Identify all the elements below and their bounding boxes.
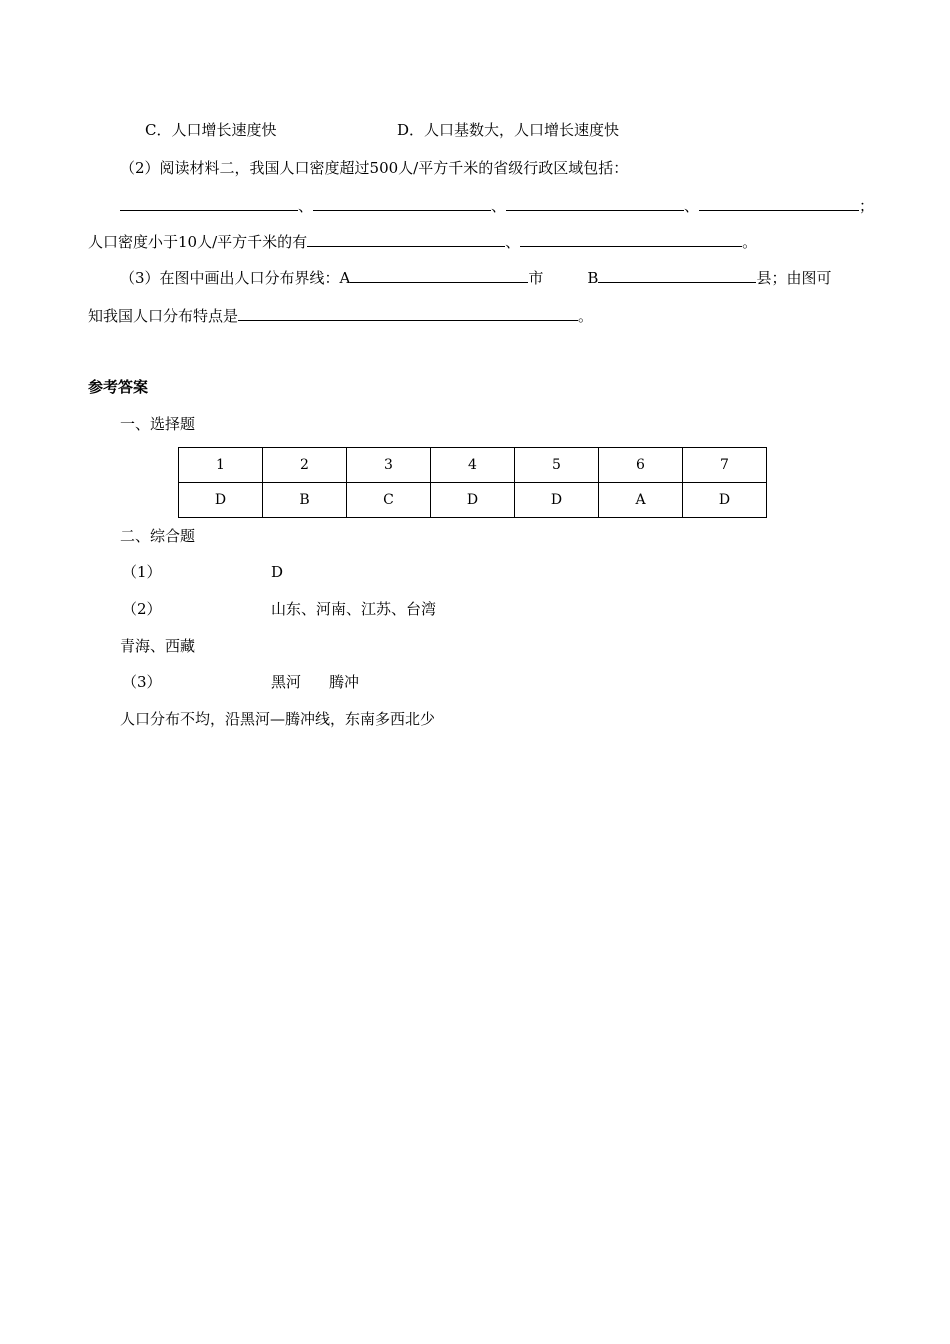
table-row xyxy=(179,483,767,518)
table-cell: D xyxy=(683,483,767,518)
question-3-row xyxy=(120,268,831,288)
answer-blank[interactable] xyxy=(699,196,859,211)
table-cell: 7 xyxy=(683,448,767,483)
answer-blank[interactable] xyxy=(120,196,298,211)
answer-2-value: 山东、河南、江苏、台湾 xyxy=(271,600,437,618)
table-cell: 5 xyxy=(515,448,599,483)
table-cell: D xyxy=(431,483,515,518)
table-cell: 4 xyxy=(431,448,515,483)
q3-city: 市 xyxy=(528,269,544,287)
answers-heading: 参考答案 xyxy=(88,378,149,396)
answer-blank[interactable] xyxy=(238,306,578,321)
answer-blank[interactable] xyxy=(307,232,505,247)
answer-3-label: （3） xyxy=(122,673,162,691)
answer-1-value: D xyxy=(271,563,284,581)
question-2-intro: （2）阅读材料二，我国人口密度超过500人/平方千米的省级行政区域包括： xyxy=(120,159,629,177)
table-cell: A xyxy=(599,483,683,518)
table-header-row xyxy=(179,448,767,483)
answer-2-label: （2） xyxy=(122,600,162,618)
q3-prefix: （3）在图中画出人口分布界线：A xyxy=(120,269,351,287)
separator: 、 xyxy=(684,197,700,215)
separator: 、 xyxy=(298,197,314,215)
answer-3-value-1: 黑河 xyxy=(271,673,302,691)
table-cell: C xyxy=(347,483,431,518)
answer-2-extra: 青海、西藏 xyxy=(120,637,196,655)
table-cell: 2 xyxy=(263,448,347,483)
answer-blank[interactable] xyxy=(313,196,491,211)
answer-blank[interactable] xyxy=(350,268,528,283)
separator: 、 xyxy=(491,197,507,215)
q3-line2-prefix: 知我国人口分布特点是 xyxy=(88,307,239,325)
answer-blank[interactable] xyxy=(520,232,742,247)
table-cell: B xyxy=(263,483,347,518)
period: 。 xyxy=(578,307,594,325)
q3-county-suffix: 县；由图可 xyxy=(756,269,832,287)
table-cell: 3 xyxy=(347,448,431,483)
option-c: C．人口增长速度快 xyxy=(145,121,277,139)
question-2-low-density-row xyxy=(88,232,757,252)
low-density-prefix: 人口密度小于10人/平方千米的有 xyxy=(88,233,308,251)
question-2-blanks-row xyxy=(120,196,874,216)
table-cell: D xyxy=(515,483,599,518)
answer-blank[interactable] xyxy=(598,268,756,283)
answer-table xyxy=(178,447,767,518)
section-1-title: 一、选择题 xyxy=(120,415,196,433)
section-2-title: 二、综合题 xyxy=(120,527,196,545)
answer-blank[interactable] xyxy=(506,196,684,211)
answer-1-label: （1） xyxy=(122,563,162,581)
table-cell: D xyxy=(179,483,263,518)
separator: 、 xyxy=(505,233,521,251)
question-3-row-2 xyxy=(88,306,593,326)
period: 。 xyxy=(742,233,758,251)
table-cell: 6 xyxy=(599,448,683,483)
table-cell: 1 xyxy=(179,448,263,483)
semicolon: ； xyxy=(859,197,875,215)
answer-3-extra: 人口分布不均，沿黑河—腾冲线，东南多西北少 xyxy=(120,710,436,728)
option-d: D．人口基数大，人口增长速度快 xyxy=(397,121,620,139)
q3-b-label: B xyxy=(587,269,599,287)
answer-3-value-2: 腾冲 xyxy=(329,673,360,691)
